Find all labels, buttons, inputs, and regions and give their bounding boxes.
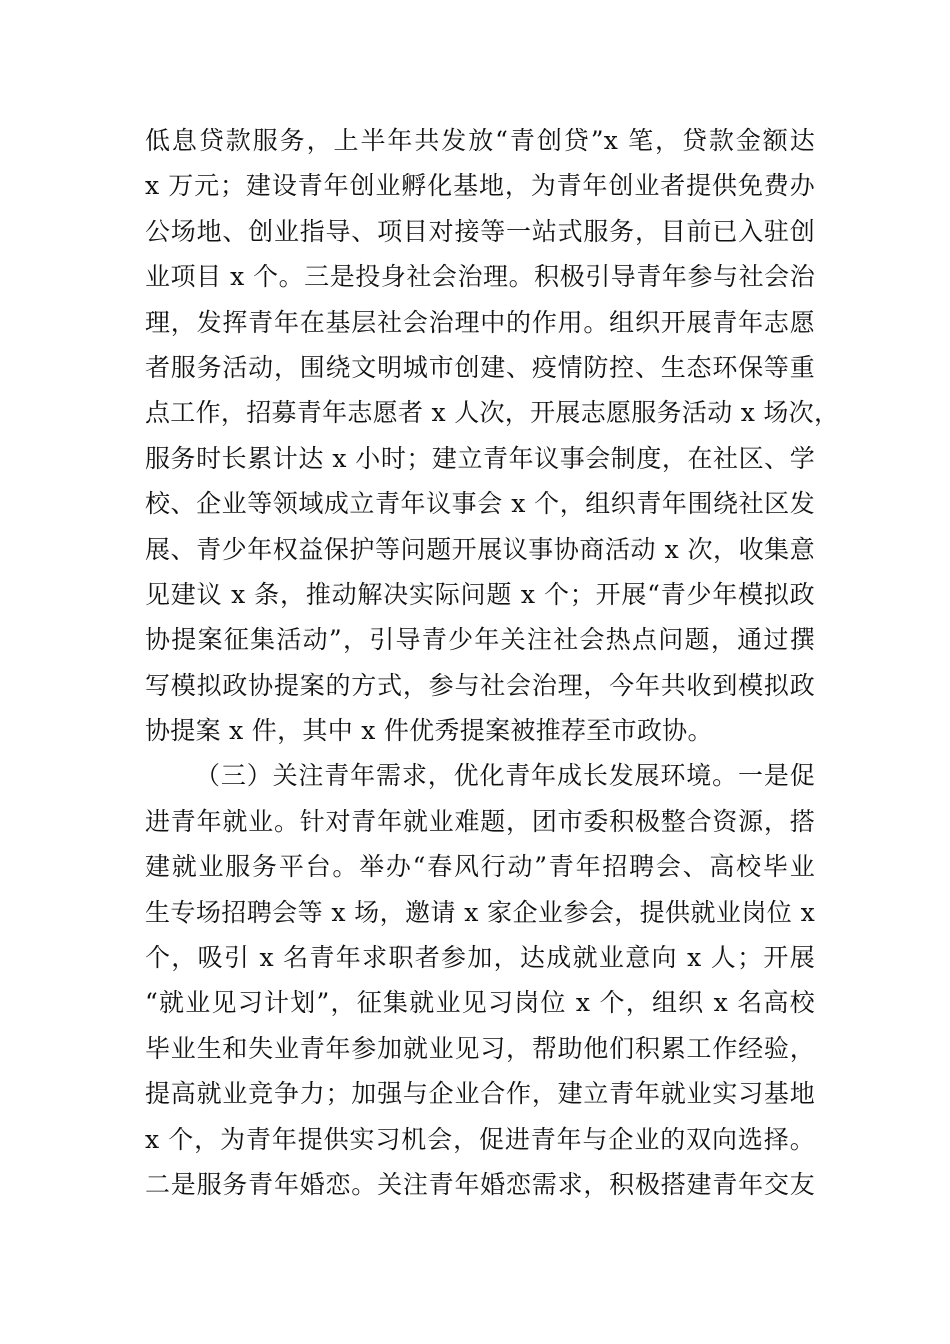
text-line: 见建议 x 条，推动解决实际问题 x 个；开展“青少年模拟政 — [145, 579, 815, 609]
text-line: 二是服务青年婚恋。关注青年婚恋需求，积极搭建青年交友 — [145, 1169, 815, 1199]
text-line: x 万元；建设青年创业孵化基地，为青年创业者提供免费办 — [145, 171, 815, 201]
text-line: 低息贷款服务，上半年共发放“青创贷”x 笔，贷款金额达 — [145, 126, 815, 155]
text-line: 写模拟政协提案的方式，参与社会治理，今年共收到模拟政 — [145, 670, 815, 700]
text-line: 校、企业等领域成立青年议事会 x 个，组织青年围绕社区发 — [145, 489, 815, 519]
section-heading-line: （三）关注青年需求，优化青年成长发展环境。一是促 — [195, 761, 815, 791]
text-line: 点工作，招募青年志愿者 x 人次，开展志愿服务活动 x 场次， — [145, 398, 840, 428]
text-line: 进青年就业。针对青年就业难题，团市委积极整合资源，搭 — [145, 806, 815, 836]
text-line: 协提案征集活动”，引导青少年关注社会热点问题，通过撰 — [145, 625, 815, 655]
text-line: 业项目 x 个。三是投身社会治理。积极引导青年参与社会治 — [145, 262, 815, 292]
body-text — [145, 118, 840, 1207]
text-line: 毕业生和失业青年参加就业见习，帮助他们积累工作经验， — [145, 1033, 815, 1063]
text-line: 提高就业竞争力；加强与企业合作，建立青年就业实习基地 — [145, 1079, 815, 1109]
text-line: 生专场招聘会等 x 场，邀请 x 家企业参会，提供就业岗位 x — [145, 897, 815, 927]
text-line: 建就业服务平台。举办“春风行动”青年招聘会、高校毕业 — [145, 852, 815, 882]
text-line: x 个，为青年提供实习机会，促进青年与企业的双向选择。 — [145, 1124, 815, 1154]
text-line: 服务时长累计达 x 小时；建立青年议事会制度，在社区、学 — [145, 443, 815, 473]
text-line: 理，发挥青年在基层社会治理中的作用。组织开展青年志愿 — [145, 307, 815, 337]
text-line: 展、青少年权益保护等问题开展议事协商活动 x 次，收集意 — [145, 534, 815, 564]
text-line: 个，吸引 x 名青年求职者参加，达成就业意向 x 人；开展 — [145, 943, 815, 973]
text-line: 公场地、创业指导、项目对接等一站式服务，目前已入驻创 — [145, 216, 815, 246]
paragraph-end-line: 协提案 x 件，其中 x 件优秀提案被推荐至市政协。 — [145, 716, 713, 746]
text-line: 者服务活动，围绕文明城市创建、疫情防控、生态环保等重 — [145, 352, 815, 382]
text-line: “就业见习计划”，征集就业见习岗位 x 个，组织 x 名高校 — [145, 988, 815, 1018]
